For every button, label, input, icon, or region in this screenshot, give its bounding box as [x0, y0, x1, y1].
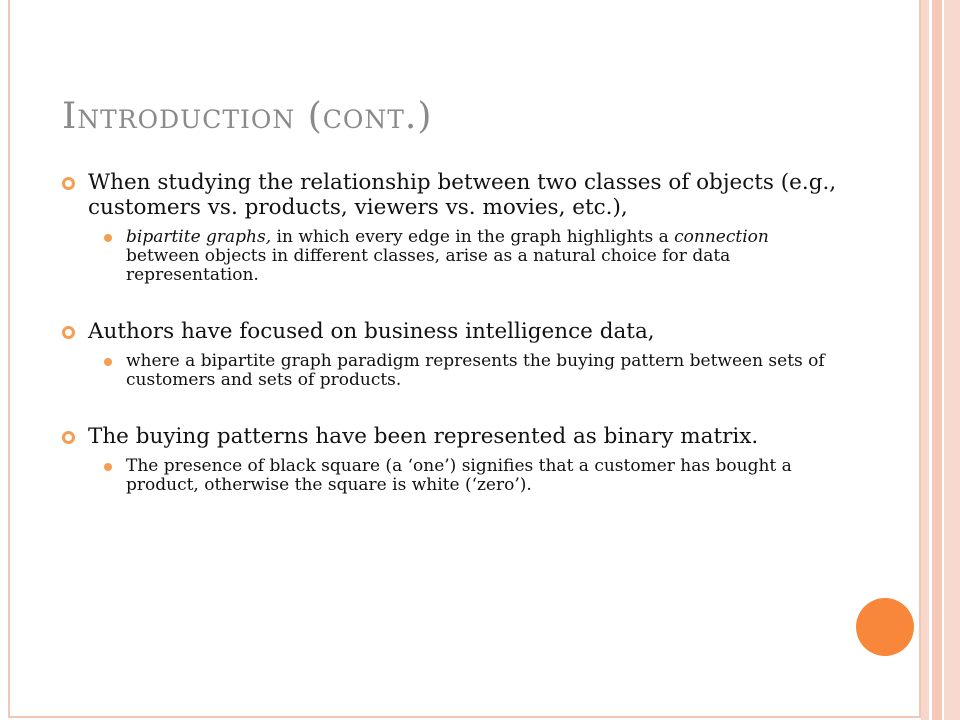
- emphasis-text: connection: [674, 227, 769, 247]
- sub-bullet-text: in which every edge in the graph highlights a: [271, 227, 675, 247]
- dot-bullet-icon: [104, 234, 112, 242]
- emphasis-text: bipartite graphs,: [126, 227, 272, 247]
- decorative-stripe: [932, 0, 942, 720]
- slide-content: [62, 170, 842, 495]
- decorative-circle-icon: [856, 598, 914, 656]
- sub-bullet-item: [62, 457, 842, 495]
- decorative-stripe: [921, 0, 929, 720]
- decorative-stripe: [944, 0, 960, 720]
- bullet-item: [62, 424, 842, 449]
- sub-bullet-text: between objects in different classes, arise as a natural choice for data representation.: [126, 246, 731, 285]
- ring-bullet-icon: [62, 326, 75, 339]
- sub-bullet-text: The presence of black square (a ‘one’) signifies that a customer has bought a product, otherwise the square is white (‘zero’).: [126, 456, 792, 495]
- bullet-text: When studying the relationship between two classes of objects (e.g., customers vs. products, viewers vs. movies, etc.),: [88, 170, 837, 220]
- ring-bullet-icon: [62, 177, 75, 190]
- bullet-item: [62, 170, 842, 220]
- sub-bullet-text: where a bipartite graph paradigm represents the buying pattern between sets of customers and sets of products.: [126, 351, 825, 390]
- sub-bullet-item: [62, 352, 842, 390]
- sub-bullet-item: [62, 228, 842, 285]
- dot-bullet-icon: [104, 463, 112, 471]
- slide-title: Introduction (cont.): [62, 96, 433, 137]
- bullet-text: Authors have focused on business intelligence data,: [88, 319, 655, 344]
- dot-bullet-icon: [104, 358, 112, 366]
- bullet-text: The buying patterns have been represented as binary matrix.: [88, 424, 759, 449]
- ring-bullet-icon: [62, 431, 75, 444]
- bullet-item: [62, 319, 842, 344]
